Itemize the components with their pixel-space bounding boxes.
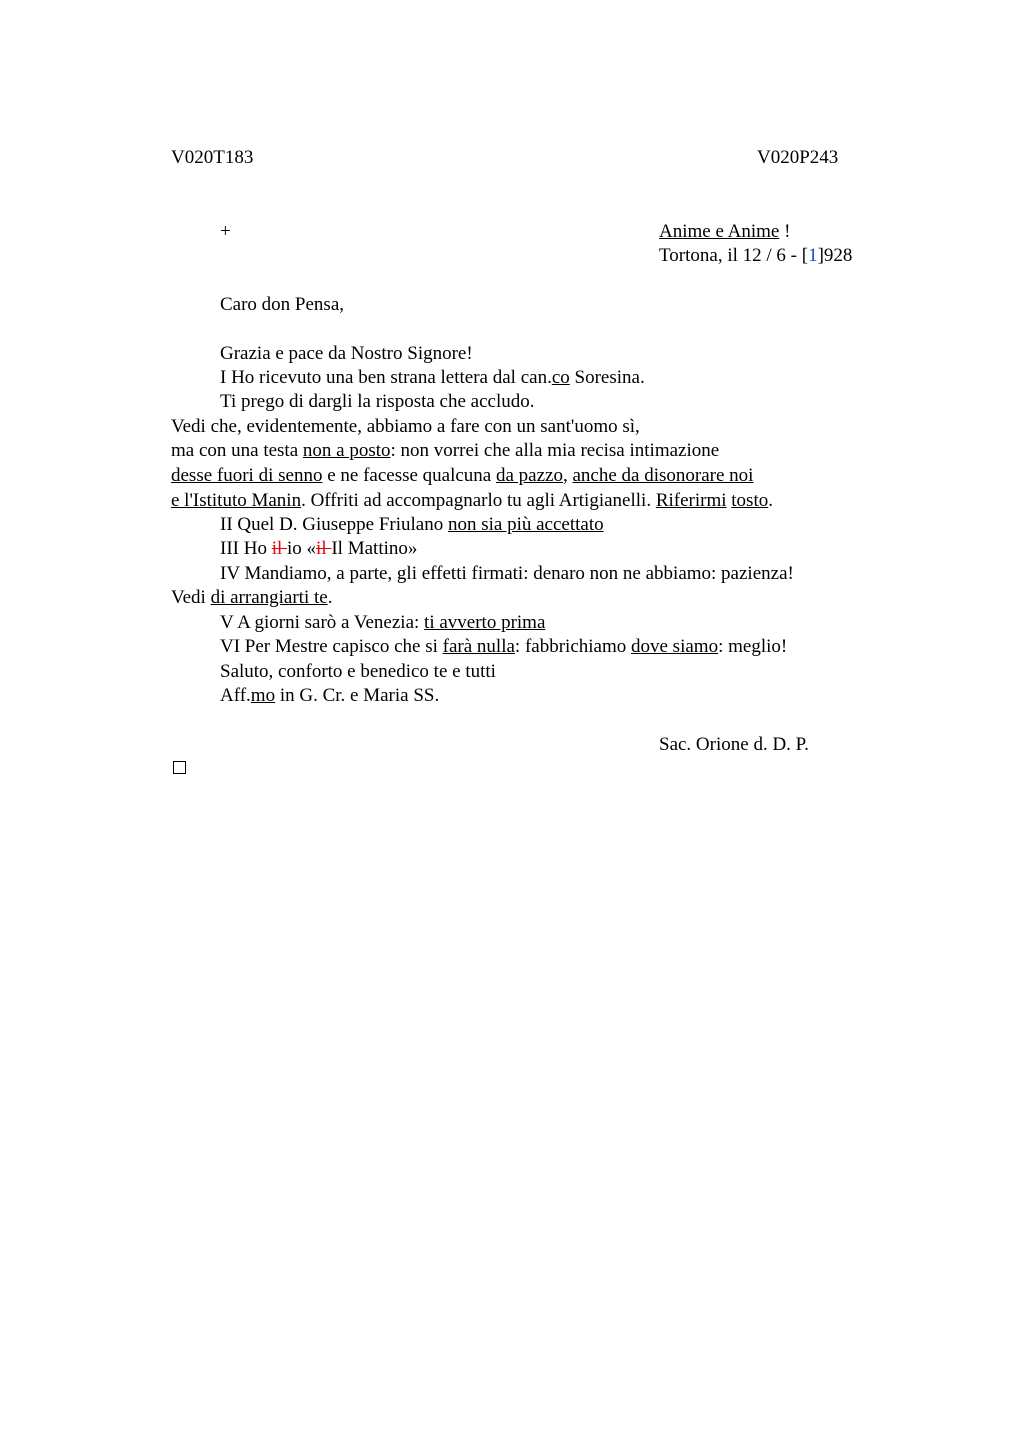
text-segment: III Ho <box>220 538 272 559</box>
paragraph-1-line-2: Ti prego di dargli la risposta che accludo. <box>220 391 535 412</box>
paragraph-4-line-2 <box>171 586 332 610</box>
text-segment: . <box>768 490 773 511</box>
text-segment: Soresina. <box>569 367 645 388</box>
text-segment: V A giorni sarò a Venezia: <box>220 612 425 633</box>
underlined-segment: non a posto <box>302 440 391 461</box>
motto-line <box>659 220 790 244</box>
paragraph-1-line-1 <box>220 366 645 390</box>
motto-punct: ! <box>779 221 791 242</box>
date-editorial-insert: 1 <box>808 245 818 266</box>
text-segment: Vedi <box>171 587 211 608</box>
paragraph-1-line-5 <box>171 464 753 488</box>
underlined-segment: e l'Istituto Manin <box>171 490 302 511</box>
paragraph-6 <box>220 635 787 659</box>
text-segment: e ne facesse qualcuna <box>322 465 496 486</box>
document-code-left: V020T183 <box>171 147 254 168</box>
text-segment: : fabbrichiamo <box>514 636 631 657</box>
text-segment: Aff. <box>220 685 251 706</box>
text-segment: II Quel D. Giuseppe Friulano <box>220 514 448 535</box>
paragraph-3 <box>220 537 417 561</box>
cross-mark: + <box>220 221 231 242</box>
motto-text: Anime e Anime <box>659 221 780 242</box>
closing-line-1: Saluto, conforto e benedico te e tutti <box>220 661 496 682</box>
text-segment: ma con una testa <box>171 440 303 461</box>
underlined-segment: di arrangiarti te <box>210 587 328 608</box>
underlined-segment: ti avverto prima <box>424 612 546 633</box>
underlined-segment: Riferirmi <box>655 490 727 511</box>
underlined-segment: da pazzo <box>496 465 563 486</box>
text-segment: , <box>562 465 573 486</box>
date-suffix: ]928 <box>817 245 853 266</box>
underlined-segment: non sia più accettato <box>447 514 604 535</box>
paragraph-4-line-1: IV Mandiamo, a parte, gli effetti firmati: denaro non ne abbiamo: pazienza! <box>220 563 794 584</box>
underlined-segment: desse fuori di senno <box>171 465 323 486</box>
text-segment: io « <box>287 538 317 559</box>
underlined-segment: farà nulla <box>442 636 515 657</box>
document-code-right: V020P243 <box>757 147 839 168</box>
text-segment: Il Mattino» <box>331 538 418 559</box>
paragraph-1-line-6 <box>171 489 773 513</box>
paragraph-2 <box>220 513 604 537</box>
date-prefix: Tortona, il 12 / 6 - [ <box>659 245 809 266</box>
paragraph-5 <box>220 611 545 635</box>
text-segment: : non vorrei che alla mia recisa intimazione <box>390 440 720 461</box>
end-marker-box-icon <box>173 761 186 774</box>
signature: Sac. Orione d. D. P. <box>659 734 809 755</box>
paragraph-1-line-3: Vedi che, evidentemente, abbiamo a fare con un sant'uomo sì, <box>171 416 640 437</box>
date-line <box>659 244 852 268</box>
text-segment: . Offriti ad accompagnarlo tu agli Artigianelli. <box>301 490 656 511</box>
closing-line-2 <box>220 684 439 708</box>
deleted-segment: il <box>271 538 288 559</box>
greeting: Grazia e pace da Nostro Signore! <box>220 343 473 364</box>
text-segment: : meglio! <box>718 636 788 657</box>
text-segment: I Ho ricevuto una ben strana lettera dal can. <box>220 367 552 388</box>
salutation: Caro don Pensa, <box>220 294 345 315</box>
underlined-segment: anche da disonorare noi <box>572 465 754 486</box>
underlined-segment: mo <box>250 685 276 706</box>
underlined-segment: co <box>551 367 570 388</box>
text-segment: . <box>327 587 333 608</box>
deleted-segment: il <box>316 538 332 559</box>
underlined-segment: dove siamo <box>631 636 719 657</box>
underlined-segment: tosto <box>731 490 769 511</box>
text-segment: VI Per Mestre capisco che si <box>220 636 443 657</box>
paragraph-1-line-4 <box>171 439 719 463</box>
text-segment: in G. Cr. e Maria SS. <box>275 685 440 706</box>
